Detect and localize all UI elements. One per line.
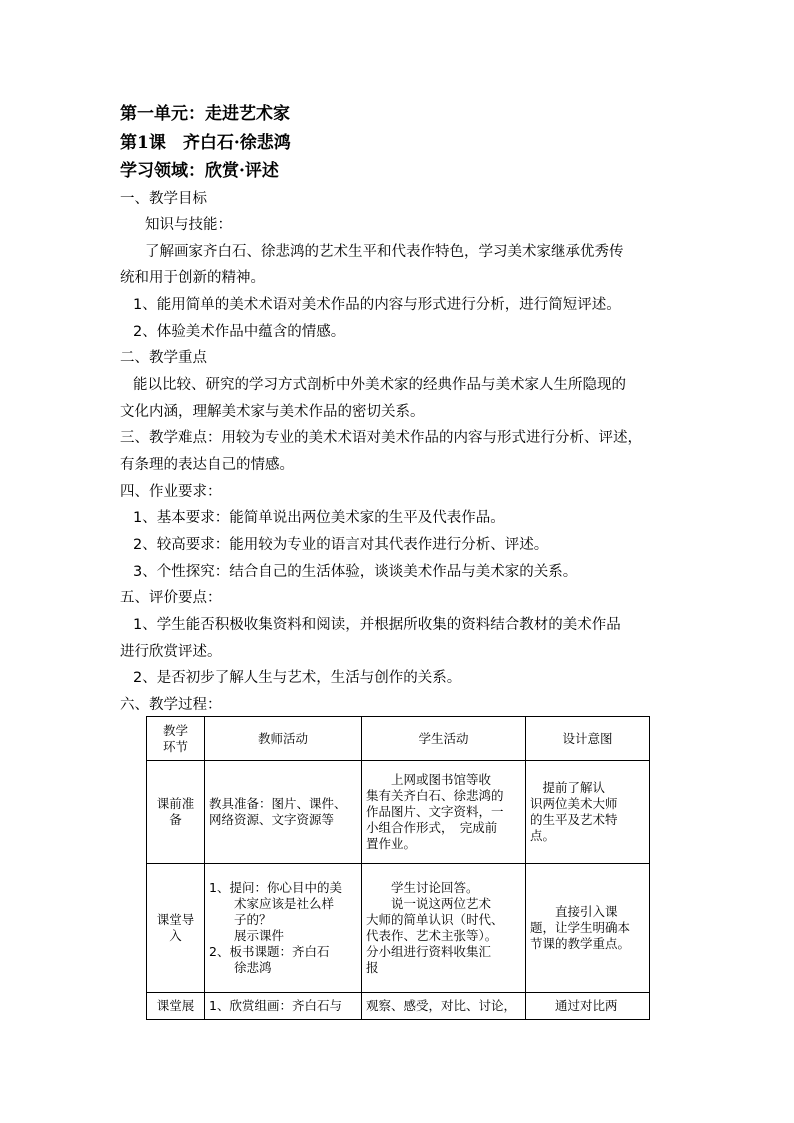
row1-teacher-line2: 网络资源、文字资源等 [209,812,335,827]
row2-student-line3: 大师的简单认识（时代、 [366,912,504,927]
row2-student-line4: 代表作、艺术主张等）。 [366,928,498,943]
row2-stage-line1: 课堂导 [156,912,195,927]
evaluation-item-1a: 1、学生能否积极收集资料和阅读，并根据所收集的资料结合教材的美术作品 [133,617,621,633]
row1-student [362,761,526,864]
row3-design: 通过对比两 [526,993,650,1020]
teaching-process-table [146,716,650,1020]
goals-paragraph-line2: 统和用于创新的精神。 [120,270,265,286]
homework-item-2: 2、较高要求：能用较为专业的语言对其代表作进行分析、评述。 [133,537,549,553]
unit-heading: 第一单元：走进艺术家 [120,104,290,124]
table-row [147,993,650,1020]
domain-heading: 学习领域：欣赏·评述 [120,161,279,181]
header-teacher: 教师活动 [205,717,362,761]
header-stage-line2: 环节 [162,738,188,754]
header-stage [147,717,205,761]
row2-student-line1: 学生讨论回答。 [366,880,479,895]
key-points-line1: 能以比较、研究的学习方式剖析中外美术家的经典作品与美术家人生所隐现的 [133,377,626,393]
row2-student-line6: 报 [366,960,379,975]
row2-teacher-line5: 2、板书课题：齐白石 [209,944,330,959]
row2-stage-line2: 入 [169,928,182,943]
row1-stage-line1: 课前准 [156,796,195,811]
row1-stage-line2: 备 [169,812,182,827]
header-design: 设计意图 [526,717,650,761]
homework-title: 四、作业要求： [120,484,222,500]
lesson-heading: 第1课 齐白石·徐悲鸿 [120,133,291,153]
row3-student: 观察、感受，对比、讨论， [362,993,526,1020]
row2-teacher [205,864,362,993]
row2-design-line1: 直接引入课 [530,904,618,919]
row3-stage: 课堂展 [147,993,205,1020]
row1-design-line4: 点。 [530,828,556,843]
row1-design-line1: 提前了解认 [530,780,606,795]
row1-design [526,761,650,864]
key-points-line2: 文化内涵，理解美术家与美术作品的密切关系。 [120,404,425,420]
goals-item-1: 1、能用简单的美术术语对美术作品的内容与形式进行分析，进行简短评述。 [133,297,621,313]
row2-student-line2: 说一说这两位艺术 [366,896,492,911]
row1-stage [147,761,205,864]
row1-teacher [205,761,362,864]
difficulty-line2: 有条理的表达自己的情感。 [120,457,294,473]
row2-teacher-line3: 子的？ [209,912,272,927]
goals-item-2: 2、体验美术作品中蕴含的情感。 [133,324,346,340]
goals-title: 一、教学目标 [120,191,207,207]
evaluation-title: 五、评价要点： [120,590,222,606]
row2-teacher-line4: 展示课件 [209,928,285,943]
row1-teacher-line1: 教具准备：图片、课件、 [209,796,347,811]
row1-student-line5: 置作业。 [366,836,417,851]
evaluation-item-1b: 进行欣赏评述。 [120,644,222,660]
key-points-title: 二、教学重点 [120,350,207,366]
row2-design-line2: 题，让学生明确本 [530,920,631,935]
row2-teacher-line2: 术家应该是社么样 [209,896,335,911]
row1-student-line1: 上网或图书馆等收 [366,772,492,787]
homework-item-1: 1、基本要求：能简单说出两位美术家的生平及代表作品。 [133,510,505,526]
row1-design-line3: 的生平及艺术特 [530,812,618,827]
row1-student-line4: 小组合作形式， 完成前 [366,820,498,835]
header-student: 学生活动 [362,717,526,761]
row3-teacher: 1、欣赏组画：齐白石与 [205,993,362,1020]
row1-student-line3: 作品图片、文字资料，一 [366,804,504,819]
goals-subtitle: 知识与技能： [145,217,232,233]
row2-teacher-line6: 徐悲鸿 [209,960,272,975]
goals-paragraph-line1: 了解画家齐白石、徐悲鸿的艺术生平和代表作特色，学习美术家继承优秀传 [145,244,624,260]
homework-item-3: 3、个性探究：结合自己的生活体验，谈谈美术作品与美术家的关系。 [133,564,578,580]
row2-student-line5: 分小组进行资料收集汇 [366,944,492,959]
row2-stage [147,864,205,993]
row1-design-line2: 识两位美术大师 [530,796,618,811]
evaluation-item-2: 2、是否初步了解人生与艺术，生活与创作的关系。 [133,670,462,686]
row2-student [362,864,526,993]
row1-student-line2: 集有关齐白石、徐悲鸿的 [366,788,504,803]
table-row [147,761,650,864]
row2-teacher-line1: 1、提问：你心目中的美 [209,880,342,895]
process-title: 六、教学过程： [120,697,222,713]
row2-design [526,864,650,993]
row2-design-line3: 节课的教学重点。 [530,936,631,951]
table-row [147,864,650,993]
header-stage-line1: 教学 [162,722,188,738]
difficulty-line1: 三、教学难点：用较为专业的美术术语对美术作品的内容与形式进行分析、评述， [120,430,642,446]
table-header-row [147,717,650,761]
